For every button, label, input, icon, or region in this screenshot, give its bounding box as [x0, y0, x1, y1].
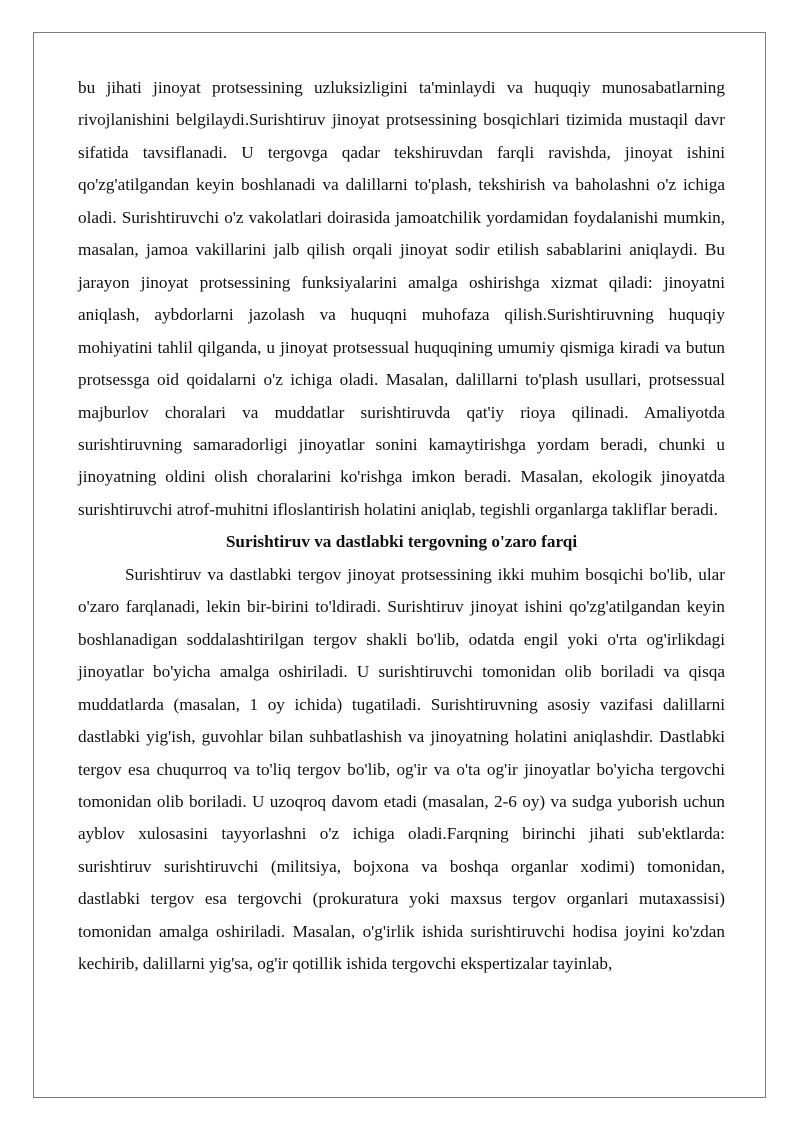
body-paragraph: bu jihati jinoyat protsessining uzluksizligini ta'minlaydi va huquqiy munosabatlarning rivojlanishini belgilaydi.Surishtiruv jinoyat protsessining bosqichlari tizimida mustaqil davr sifatida tavsiflanadi. U tergovga qadar tekshiruvdan farqli ravishda, jinoyat ishini qo'zg'atilgandan keyin boshlanadi va dalillarni to'plash, tekshirish va baholashni o'z ichiga oladi. Surishtiruvchi o'z vakolatlari doirasida jamoatchilik yordamidan foydalanishi mumkin, masalan, jamoa vakillarini jalb qilish orqali jinoyat sodir etilish sabablarini aniqlaydi. Bu jarayon jinoyat protsessining funksiyalarini amalga oshirishga xizmat qiladi: jinoyatni aniqlash, aybdorlarni jazolash va huquqni muhofaza qilish.Surishtiruvning huquqiy mohiyatini tahlil qilganda, u jinoyat protsessual huquqining umumiy qismiga kiradi va butun protsessga oid qoidalarni o'z ichiga oladi. Masalan, dalillarni to'plash usullari, protsessual majburlov choralari va muddatlar surishtiruvda qat'iy rioya qilinadi. Amaliyotda surishtiruvning samaradorligi jinoyatlar sonini kamaytirishga yordam beradi, chunki u jinoyatning oldini olish choralarini ko'rishga imkon beradi. Masalan, ekologik jinoyatda surishtiruvchi atrof-muhitni ifloslantirish holatini aniqlab, tegishli organlarga takliflar beradi.: [78, 78, 725, 519]
section-heading: Surishtiruv va dastlabki tergovning o'zaro farqi: [225, 532, 578, 552]
document-body: [78, 72, 725, 981]
body-paragraph: Surishtiruv va dastlabki tergov jinoyat protsessining ikki muhim bosqichi bo'lib, ular o'zaro farqlanadi, lekin bir-birini to'ldiradi. Surishtiruv jinoyat ishini qo'zg'atilgandan keyin boshlanadigan soddalashtirilgan tergov shakli bo'lib, odatda engil yoki o'rta og'irlikdagi jinoyatlar bo'yicha amalga oshiriladi. U surishtiruvchi tomonidan olib boriladi va qisqa muddatlarda (masalan, 1 oy ichida) tugatiladi. Surishtiruvning asosiy vazifasi dalillarni dastlabki yig'ish, guvohlar bilan suhbatlashish va jinoyatning holatini aniqlashdir. Dastlabki tergov esa chuqurroq va to'liq tergov bo'lib, og'ir va o'ta og'ir jinoyatlar bo'yicha tergovchi tomonidan olib boriladi. U uzoqroq davom etadi (masalan, 2-6 oy) va sudga yuborish uchun ayblov xulosasini tayyorlashni o'z ichiga oladi.Farqning birinchi jihati sub'ektlarda: surishtiruv surishtiruvchi (militsiya, bojxona va boshqa organlar xodimi) tomonidan, dastlabki tergov esa tergovchi (prokuratura yoki maxsus tergov organlari mutaxassisi) tomonidan amalga oshiriladi. Masalan, o'g'irlik ishida surishtiruvchi hodisa joyini ko'zdan kechirib, dalillarni yig'sa, og'ir qotillik ishida tergovchi ekspertizalar tayinlab,: [78, 564, 725, 974]
